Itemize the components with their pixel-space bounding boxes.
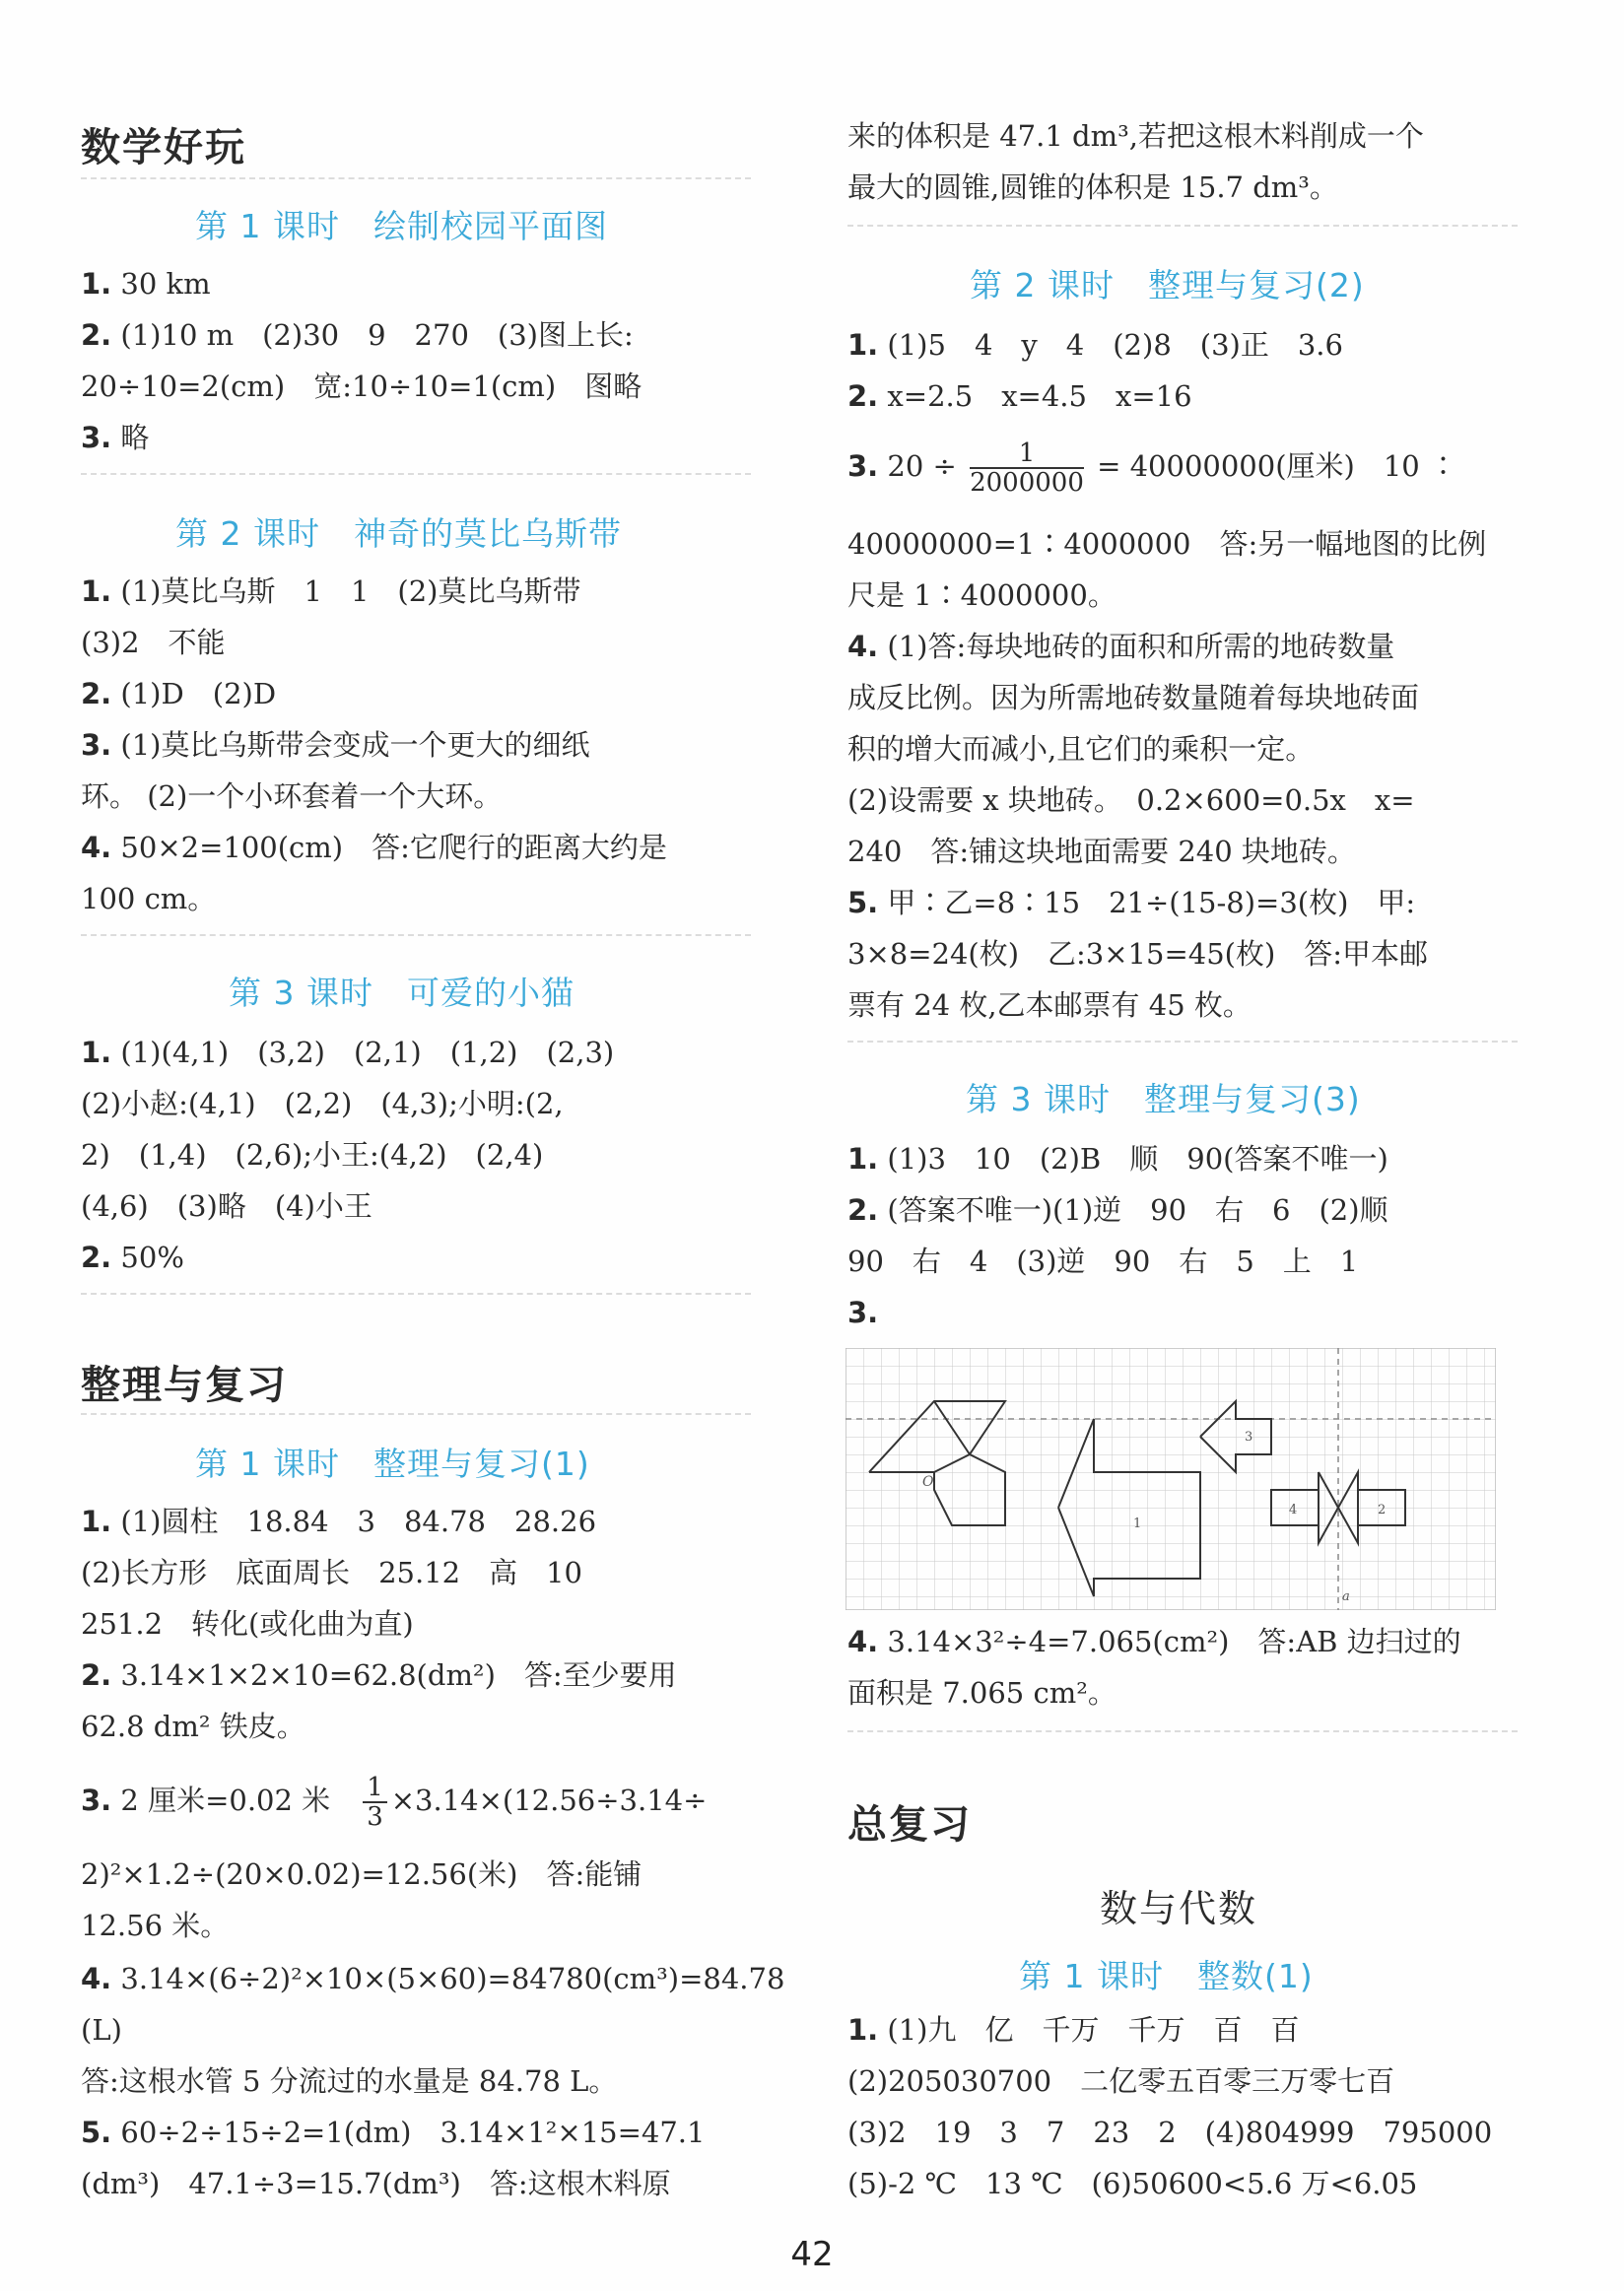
grid-svg <box>846 1348 1496 1610</box>
answer-line: 3×8=24(枚) 乙:3×15=45(枚) 答:甲本邮 <box>847 937 1429 971</box>
label-o: O <box>922 1474 934 1490</box>
answer-line: 票有 24 枚,乙本邮票有 45 枚。 <box>847 988 1252 1022</box>
answer-line: 240 答:铺这块地面需要 240 块地砖。 <box>847 835 1356 868</box>
section-title-shuxue-haowan: 数学好玩 <box>81 125 246 170</box>
label-1: 1 <box>1133 1516 1142 1531</box>
answer-line: 1. (1)5 4 y 4 (2)8 (3)正 3.6 <box>847 328 1343 362</box>
divider <box>847 1730 1518 1732</box>
answer-line: 面积是 7.065 cm²。 <box>847 1676 1116 1710</box>
lesson-title-3: 第 3 课时 可爱的小猫 <box>229 974 575 1012</box>
grid-figure <box>846 1348 1496 1610</box>
label-a: a <box>1342 1589 1350 1604</box>
answer-line: 3. (1)莫比乌斯带会变成一个更大的细纸 <box>81 728 590 762</box>
answer-line: 积的增大而减小,且它们的乘积一定。 <box>847 732 1315 766</box>
grid-background <box>846 1348 1496 1610</box>
lesson-title-7: 第 1 课时 整数(1) <box>1019 1957 1314 1995</box>
answer-line: (dm³) 47.1÷3=15.7(dm³) 答:这根木料原 <box>81 2167 671 2200</box>
label-2: 2 <box>1378 1503 1387 1517</box>
answer-line: 5. 甲∶乙=8∶15 21÷(15-8)=3(枚) 甲: <box>847 886 1416 919</box>
divider <box>81 177 751 179</box>
answer-line: (3)2 不能 <box>81 626 226 659</box>
answer-line: 2) (1,4) (2,6);小王:(4,2) (2,4) <box>81 1138 544 1172</box>
divider <box>81 934 751 936</box>
divider <box>847 1041 1518 1043</box>
lesson-title-6: 第 3 课时 整理与复习(3) <box>966 1080 1361 1118</box>
section-title-zong-fuxi: 总复习 <box>847 1802 972 1848</box>
page-number: 42 <box>790 2235 834 2274</box>
answer-line: 3. <box>847 1296 879 1329</box>
answer-line: (5)-2 ℃ 13 ℃ (6)50600<5.6 万<6.05 <box>847 2167 1418 2200</box>
lesson-title-2: 第 2 课时 神奇的莫比乌斯带 <box>175 514 622 553</box>
fraction: $\frac{1}{2000000}$ <box>970 438 1084 498</box>
section-title-zhengli-fuxi: 整理与复习 <box>81 1363 288 1408</box>
label-3: 3 <box>1245 1430 1253 1445</box>
lesson-title-4: 第 1 课时 整理与复习(1) <box>195 1445 590 1483</box>
answer-line: 最大的圆锥,圆锥的体积是 15.7 dm³。 <box>847 170 1338 204</box>
answer-line: 答:这根水管 5 分流过的水量是 84.78 L。 <box>81 2064 618 2098</box>
answer-line: 1. (1)3 10 (2)B 顺 90(答案不唯一) <box>847 1142 1388 1176</box>
answer-line: (3)2 19 3 7 23 2 (4)804999 795000 <box>847 2116 1493 2149</box>
answer-line: 2)²×1.2÷(20×0.02)=12.56(米) 答:能铺 <box>81 1857 643 1891</box>
answer-line: 1. (1)莫比乌斯 1 1 (2)莫比乌斯带 <box>81 574 581 608</box>
answer-line: 1. (1)九 亿 千万 千万 百 百 <box>847 2013 1300 2047</box>
section-subtitle-shu-yu-daishu: 数与代数 <box>1100 1887 1258 1930</box>
answer-line: 251.2 转化(或化曲为直) <box>81 1607 414 1641</box>
answer-line: (L) <box>81 2013 122 2047</box>
answer-line: 尺是 1∶4000000。 <box>847 578 1116 612</box>
answer-line: 4. 3.14×(6÷2)²×10×(5×60)=84780(cm³)=84.78 <box>81 1962 785 1995</box>
answer-line: 4. 50×2=100(cm) 答:它爬行的距离大约是 <box>81 831 667 864</box>
answer-line: 4. (1)答:每块地砖的面积和所需的地砖数量 <box>847 630 1395 663</box>
answer-line: 12.56 米。 <box>81 1909 230 1942</box>
answer-line-fraction: 3. 20 ÷ $\frac{1}{2000000}$ = 40000000(厘米) 10 ∶ <box>847 438 1457 498</box>
answer-line: 1. (1)(4,1) (3,2) (2,1) (1,2) (2,3) <box>81 1036 615 1069</box>
lesson-title-5: 第 2 课时 整理与复习(2) <box>970 266 1365 304</box>
answer-line: 20÷10=2(cm) 宽:10÷10=1(cm) 图略 <box>81 370 643 403</box>
answer-line: 90 右 4 (3)逆 90 右 5 上 1 <box>847 1245 1359 1278</box>
divider <box>81 473 751 475</box>
answer-line: 成反比例。因为所需地砖数量随着每块地砖面 <box>847 681 1420 714</box>
answer-line: 来的体积是 47.1 dm³,若把这根木料削成一个 <box>847 119 1424 153</box>
answer-line: 2. (1)10 m (2)30 9 270 (3)图上长: <box>81 318 634 352</box>
answer-line-fraction: 3. 2 厘米=0.02 米 $\frac{1}{3}$ ×3.14×(12.56÷3.14÷ <box>81 1773 708 1832</box>
divider <box>81 1413 751 1415</box>
answer-line: 2. (1)D (2)D <box>81 677 277 710</box>
answer-line: 1. 30 km <box>81 267 211 301</box>
label-4: 4 <box>1289 1503 1298 1517</box>
answer-line: 40000000=1∶4000000 答:另一幅地图的比例 <box>847 527 1487 561</box>
answer-line: 62.8 dm² 铁皮。 <box>81 1710 305 1743</box>
answer-line: 2. 50% <box>81 1241 184 1274</box>
answer-line: (2)小赵:(4,1) (2,2) (4,3);小明:(2, <box>81 1087 564 1120</box>
answer-line: 1. (1)圆柱 18.84 3 84.78 28.26 <box>81 1505 597 1538</box>
answer-line: (2)设需要 x 块地砖。 0.2×600=0.5x x= <box>847 783 1415 817</box>
answer-line: 3. 略 <box>81 421 150 454</box>
divider <box>81 1293 751 1295</box>
divider <box>847 225 1518 227</box>
fraction: $\frac{1}{3}$ <box>363 1774 387 1831</box>
lesson-title-1: 第 1 课时 绘制校园平面图 <box>195 207 608 245</box>
answer-line: (4,6) (3)略 (4)小王 <box>81 1189 372 1223</box>
answer-line: 5. 60÷2÷15÷2=1(dm) 3.14×1²×15=47.1 <box>81 2116 706 2149</box>
answer-line: (2)205030700 二亿零五百零三万零七百 <box>847 2064 1395 2098</box>
answer-line: 环。 (2)一个小环套着一个大环。 <box>81 779 503 813</box>
answer-line: 100 cm。 <box>81 882 217 915</box>
answer-line: (2)长方形 底面周长 25.12 高 10 <box>81 1556 583 1589</box>
answer-line: 2. 3.14×1×2×10=62.8(dm²) 答:至少要用 <box>81 1658 677 1692</box>
answer-line: 2. x=2.5 x=4.5 x=16 <box>847 379 1192 413</box>
answer-line: 4. 3.14×3²÷4=7.065(cm²) 答:AB 边扫过的 <box>847 1625 1461 1658</box>
answer-line: 2. (答案不唯一)(1)逆 90 右 6 (2)顺 <box>847 1193 1388 1227</box>
